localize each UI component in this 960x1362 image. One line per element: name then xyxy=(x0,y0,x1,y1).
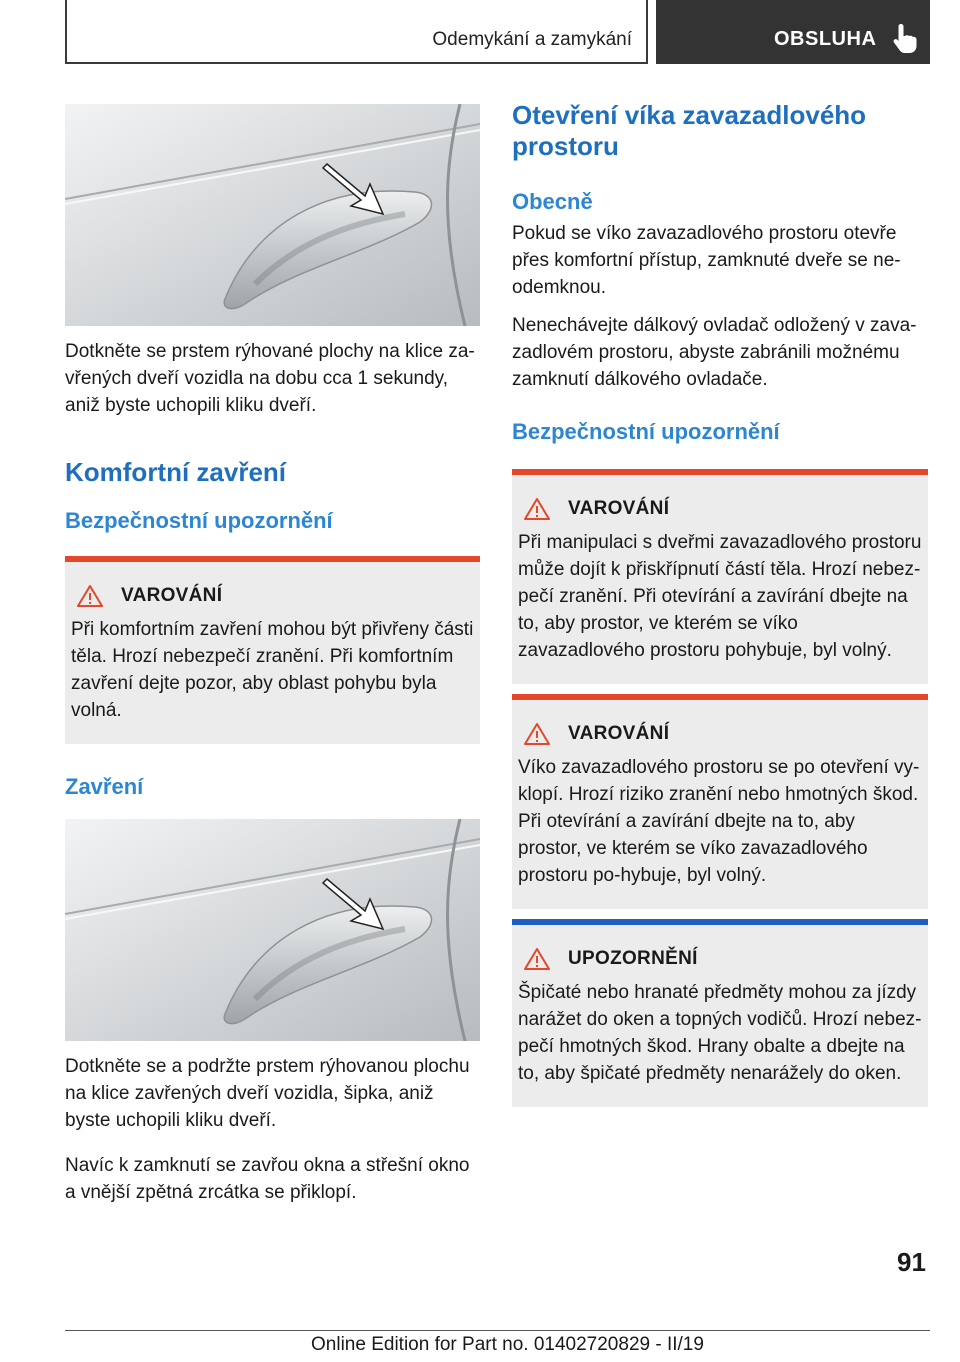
warning-title: VAROVÁNÍ xyxy=(121,585,223,606)
caption-touch: Dotkněte se prstem rýhované plochy na klice za-vřených dveří vozidla na dobu cca 1 sekundy, aniž byste uchopili kliku dveří. xyxy=(65,341,475,416)
section-tab xyxy=(656,0,930,64)
heading-safety-left: Bezpečnostní upozornění xyxy=(65,508,333,533)
warning-triangle-icon xyxy=(524,497,550,521)
heading-close: Zavření xyxy=(65,774,144,799)
heading-trunk-open: Otevření víka zavazadlového prostoru xyxy=(512,100,867,161)
paragraph-windows: Navíc k zamknutí se zavřou okna a střešní okno a vnější zpětná zrcátka se přiklopí. xyxy=(65,1155,470,1203)
warning-title: VAROVÁNÍ xyxy=(568,498,670,519)
paragraph-remote: Nenechávejte dálkový ovladač odložený v zava-zadlovém prostoru, abyste zabránili možnému zamknutí dálkového ovladače. xyxy=(512,315,917,390)
notice-title: UPOZORNĚNÍ xyxy=(568,948,698,969)
notice-box-windows xyxy=(512,919,928,1107)
left-column xyxy=(65,104,480,1206)
hand-pointer-icon xyxy=(892,22,918,54)
chapter-title: Odemykání a zamykání xyxy=(432,29,632,50)
door-handle-photo-1 xyxy=(65,104,480,326)
warning-box-trunk-1 xyxy=(512,469,928,684)
header-tab xyxy=(65,0,648,64)
footer-edition: Online Edition for Part no. 01402720829 - II/19 xyxy=(311,1334,704,1355)
warning-text: Při komfortním zavření mohou být přivřeny části těla. Hrozí nebezpečí zranění. Při komfortním zavření dejte pozor, aby oblast pohybu byla volná. xyxy=(71,619,474,721)
warning-triangle-icon xyxy=(524,722,550,746)
door-handle-photo-2 xyxy=(65,819,480,1041)
warning-title: VAROVÁNÍ xyxy=(568,723,670,744)
paragraph-comfort-access: Pokud se víko zavazadlového prostoru otevře přes komfortní přístup, zamknuté dveře se ne-odemknou. xyxy=(512,223,901,298)
warning-box-comfort xyxy=(65,556,480,744)
section-label: OBSLUHA xyxy=(774,28,877,50)
warning-triangle-icon xyxy=(77,584,103,608)
warning-box-trunk-2 xyxy=(512,694,928,909)
warning-text: Víko zavazadlového prostoru se po otevření vy-klopí. Hrozí riziko zranění nebo hmotných škod. Při otevírání a zavírání dbejte na to, aby prostor, ve kterém se víko zavazadlového prostoru po-hybuje, byl volný. xyxy=(518,757,920,886)
footer-divider xyxy=(65,1330,930,1331)
heading-safety-right: Bezpečnostní upozornění xyxy=(512,419,780,444)
heading-comfort-close: Komfortní zavření xyxy=(65,457,287,487)
caption-hold: Dotkněte se a podržte prstem rýhovanou plochu na klice zavřených dveří vozidla, šipka, aniž byste uchopili kliku dveří. xyxy=(65,1056,470,1131)
heading-general: Obecně xyxy=(512,189,593,214)
notice-text: Špičaté nebo hranaté předměty mohou za jízdy narážet do oken a topných vodičů. Hrozí nebez-pečí hmotných škod. Hrany obalte a dbejte na to, aby špičaté předměty nenarážely do oken. xyxy=(518,982,922,1084)
warning-text: Při manipulaci s dveřmi zavazadlového prostoru může dojít k přiskřípnutí částí těla. Hrozí nebez-pečí zranění. Při otevírání a zavírání dbejte na to, aby prostor, ve kterém se víko zavazadlového prostoru pohybuje, byl volný. xyxy=(518,532,922,661)
caution-triangle-icon xyxy=(524,947,550,971)
page-number: 91 xyxy=(897,1247,926,1277)
right-column xyxy=(512,100,928,1107)
